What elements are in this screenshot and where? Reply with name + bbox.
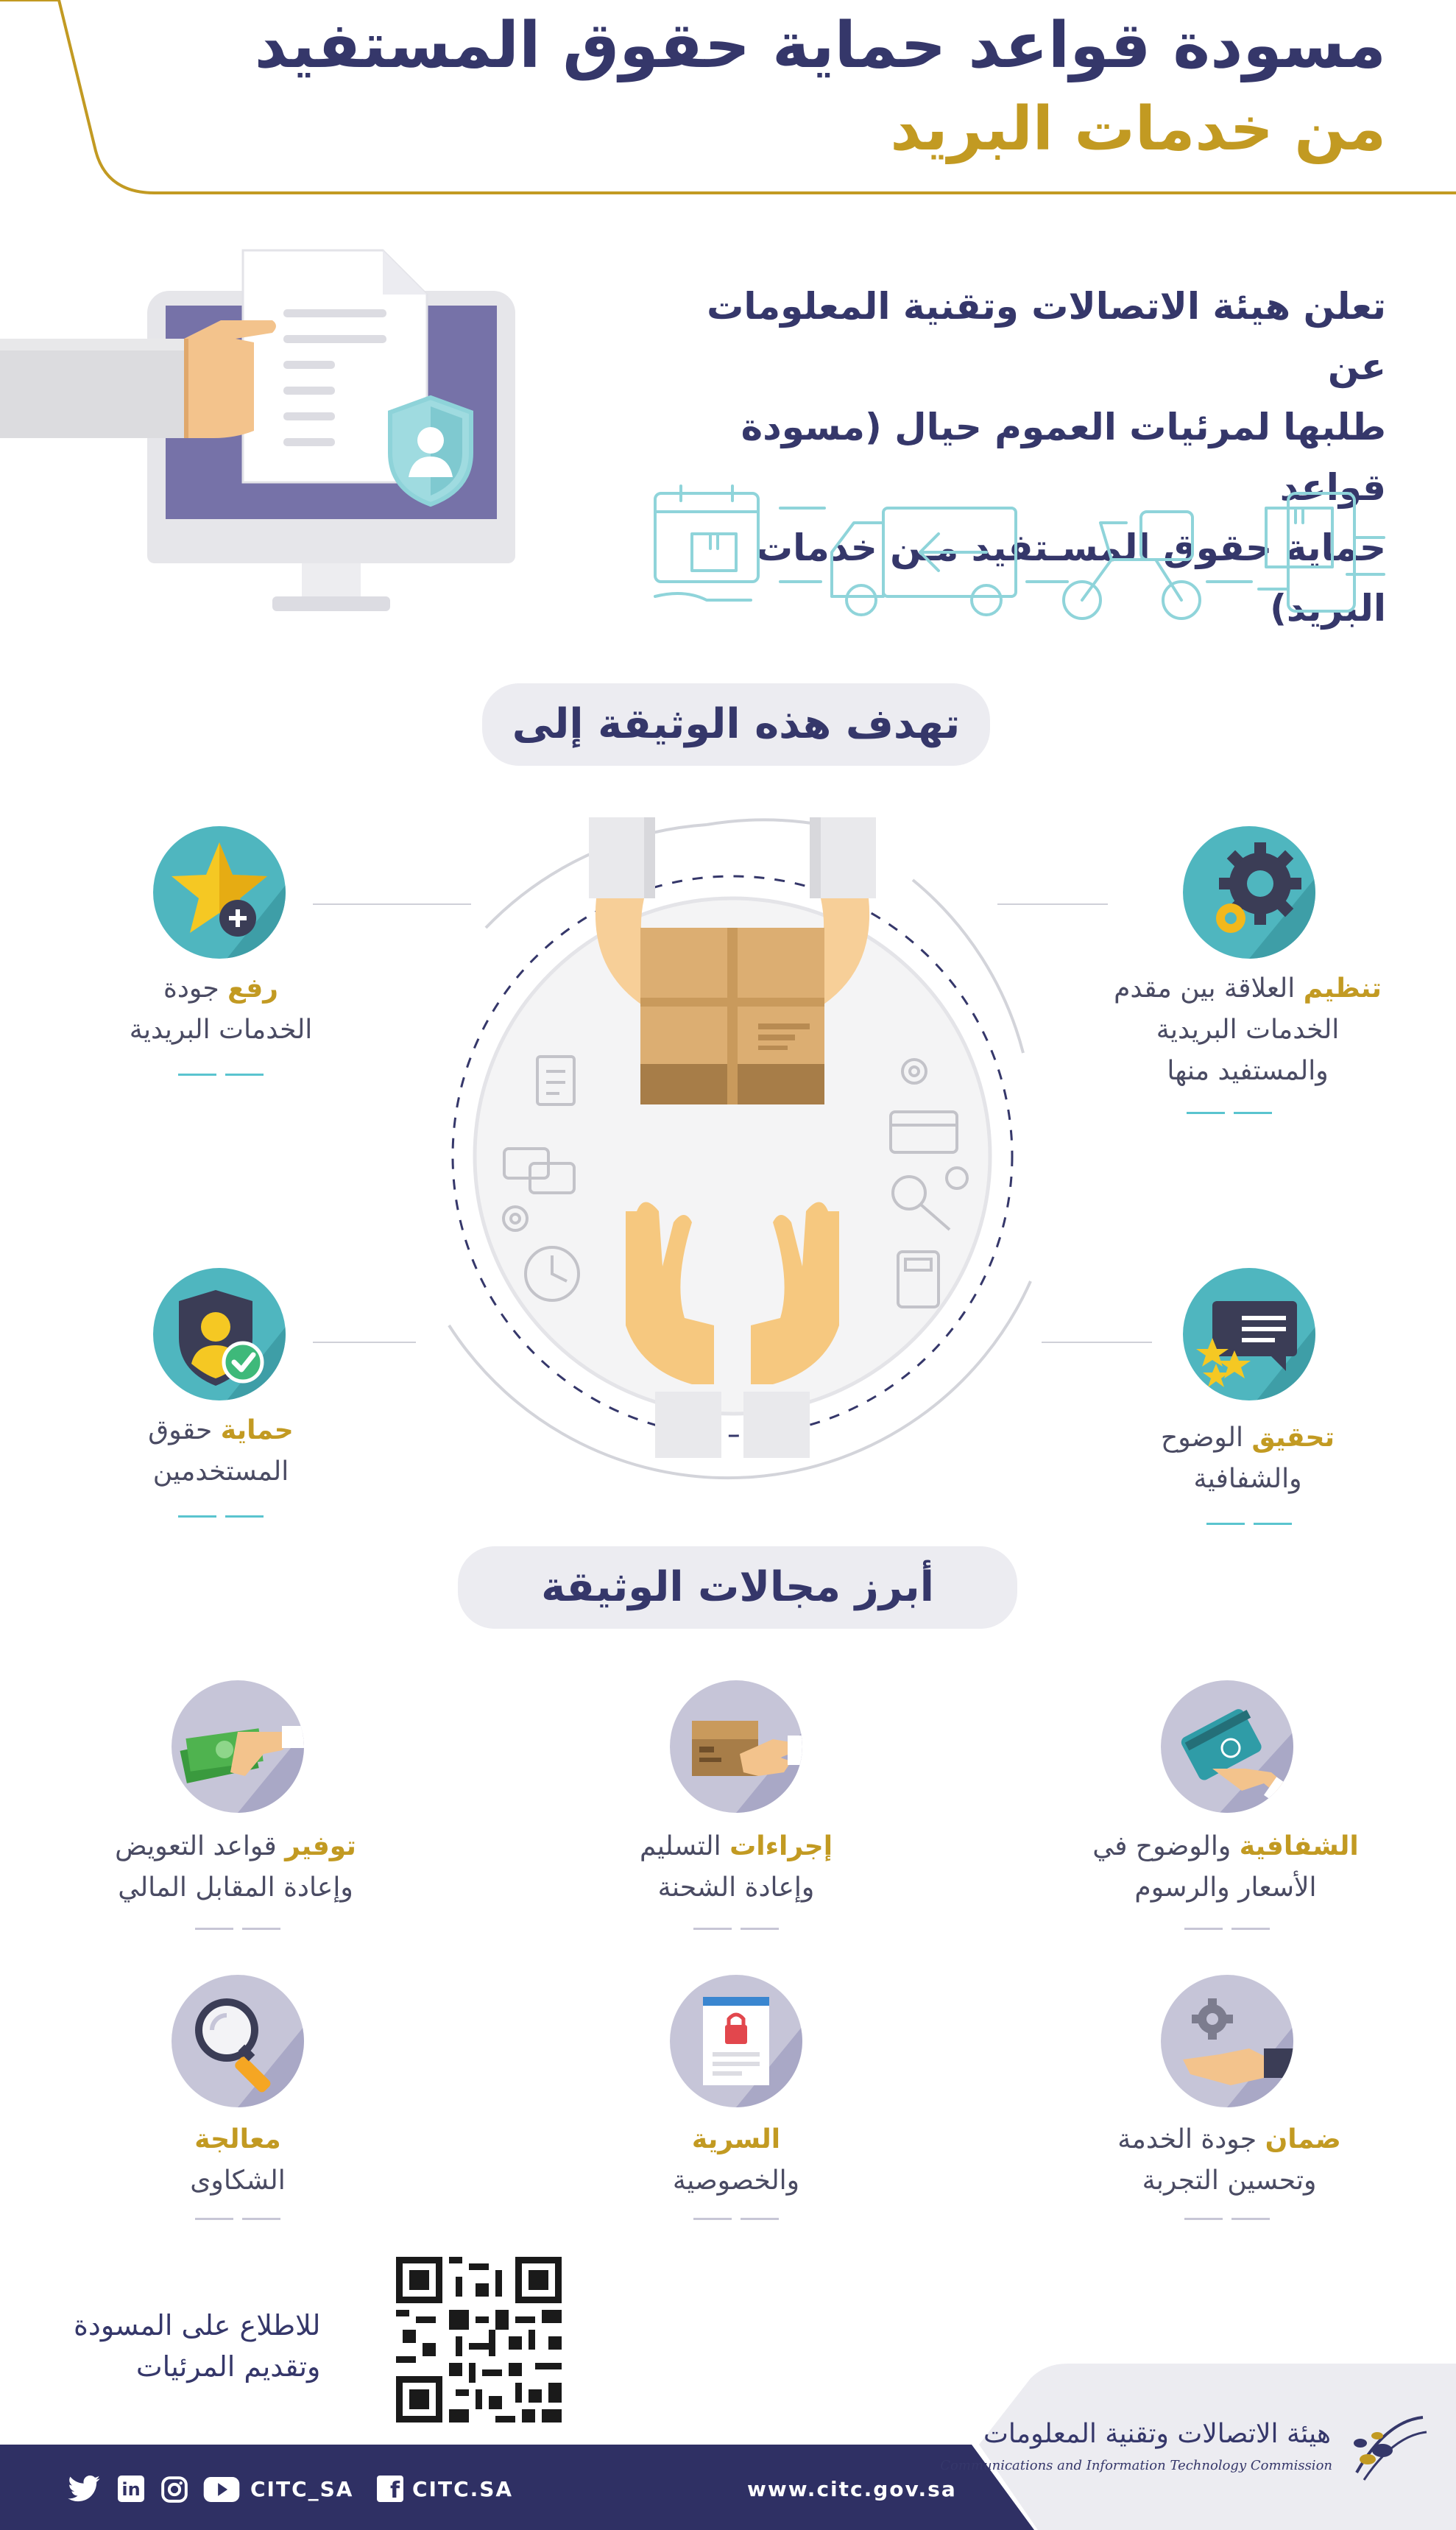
goal-icon-regulate xyxy=(1183,826,1315,959)
goal-text-clarity: تحقيق الوضوح والشفافية xyxy=(1161,1423,1335,1494)
delivery-process-icons xyxy=(640,479,1391,626)
social-handle[interactable]: CITC_SA xyxy=(250,2477,354,2501)
gears-icon xyxy=(1183,826,1315,959)
citc-logo-icon xyxy=(1342,2406,1430,2487)
page-title: مسودة قواعد حماية حقوق المستفيد xyxy=(254,9,1386,82)
logo-english-name: Communications and Information Technology Commission xyxy=(940,2458,1332,2473)
area-icon-compensation xyxy=(172,1680,304,1813)
goal-divider xyxy=(1176,1523,1323,1526)
goal-icon-clarity xyxy=(1183,1268,1315,1400)
goals-center-illustration xyxy=(383,810,1082,1502)
goal-icon-quality xyxy=(153,826,286,959)
area-divider xyxy=(662,1928,810,1931)
lock-document-icon xyxy=(670,1975,802,2107)
card-hand-icon xyxy=(1161,1680,1293,1813)
area-divider xyxy=(164,2218,311,2221)
magnifier-icon xyxy=(172,1975,304,2107)
area-text-compensation: توفير قواعد التعويض وإعادة المقابل المالي xyxy=(115,1831,356,1903)
goals-heading: تهدف هذه الوثيقة إلى xyxy=(482,683,990,766)
area-icon-complaints xyxy=(172,1975,304,2107)
message-stars-icon xyxy=(1183,1268,1315,1400)
area-text-service-quality: ضمان جودة الخدمة وتحسين التجربة xyxy=(1117,2124,1341,2196)
facebook-icon[interactable]: f xyxy=(377,2476,403,2502)
area-text-delivery: إجراءات التسليم وإعادة الشحنة xyxy=(639,1831,833,1903)
package-hand-icon xyxy=(670,1680,802,1813)
area-divider xyxy=(1153,2218,1301,2221)
area-text-transparency: الشفافية والوضوح في الأسعار والرسوم xyxy=(1092,1831,1359,1903)
facebook-handle[interactable]: CITC.SA xyxy=(412,2477,514,2501)
instagram-icon[interactable] xyxy=(160,2476,188,2503)
area-icon-service-quality xyxy=(1161,1975,1293,2107)
gear-hand-icon xyxy=(1161,1975,1293,2107)
area-icon-privacy xyxy=(670,1975,802,2107)
goal-text-quality: رفع جودة الخدمات البريدية xyxy=(129,973,313,1045)
twitter-icon[interactable] xyxy=(68,2476,100,2502)
user-shield-icon xyxy=(153,1268,286,1400)
qr-caption: للاطلاع على المسودة وتقديم المرئيات xyxy=(74,2309,321,2383)
youtube-icon[interactable] xyxy=(203,2477,240,2502)
website-link[interactable]: www.citc.gov.sa xyxy=(747,2477,957,2501)
linkedin-icon[interactable]: in xyxy=(118,2476,144,2502)
areas-heading: أبرز مجالات الوثيقة xyxy=(458,1546,1017,1629)
goal-divider xyxy=(147,1074,294,1077)
intro-paragraph: تعلن هيئة الاتصالات وتقنية المعلومات عن طلبها لمرئيات العموم حيال (مسودة قواعد حماية حقوق المسـتفيد مـن خدمات البريد) xyxy=(707,285,1386,630)
goal-connector xyxy=(313,1342,416,1343)
area-icon-delivery xyxy=(670,1680,802,1813)
area-icon-transparency xyxy=(1161,1680,1293,1813)
money-hand-icon xyxy=(172,1680,304,1813)
goal-text-protect: حماية حقوق المستخدمين xyxy=(148,1415,294,1487)
goal-connector xyxy=(997,903,1108,905)
page-subtitle: من خدمات البريد xyxy=(890,94,1386,164)
goal-divider xyxy=(1156,1112,1303,1115)
logo-arabic-name: هيئة الاتصالات وتقنية المعلومات xyxy=(983,2419,1331,2449)
area-divider xyxy=(1153,1928,1301,1931)
star-plus-icon xyxy=(153,826,286,959)
area-text-complaints: معالجة الشكاوى xyxy=(190,2124,286,2196)
area-divider xyxy=(662,2218,810,2221)
goal-connector xyxy=(313,903,471,905)
area-text-privacy: السرية والخصوصية xyxy=(672,2124,800,2196)
goal-text-regulate: تنظيم العلاقة بين مقدم الخدمات البريدية والمستفيد منها xyxy=(1114,973,1382,1086)
goal-connector xyxy=(1042,1342,1152,1343)
area-divider xyxy=(164,1928,311,1931)
monitor-document-illustration xyxy=(0,243,530,626)
goal-divider xyxy=(147,1515,294,1518)
goal-icon-protect xyxy=(153,1268,286,1400)
